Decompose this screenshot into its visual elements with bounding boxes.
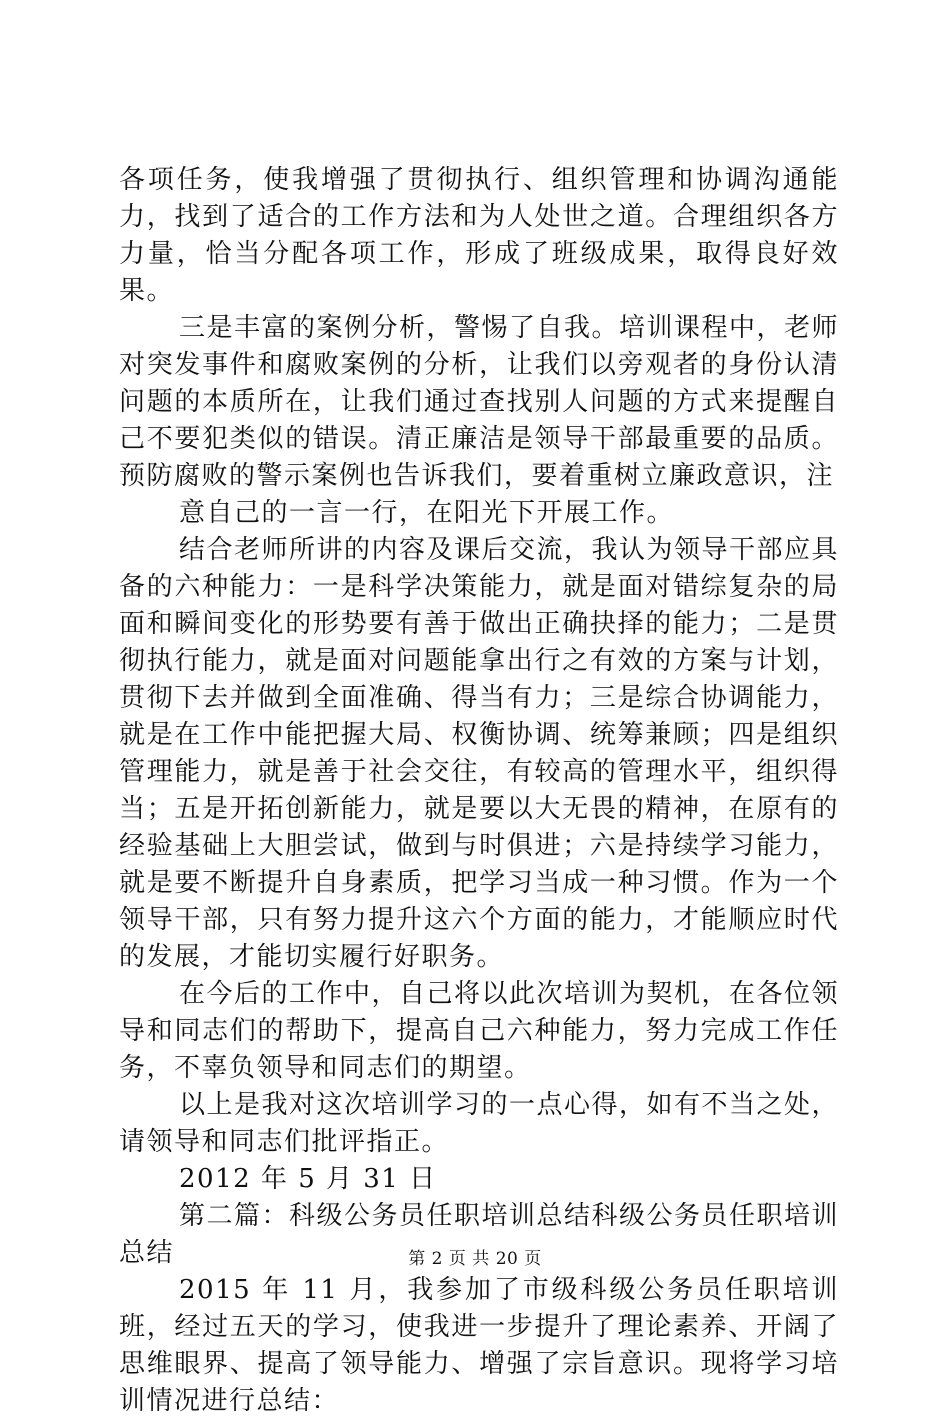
paragraph-case-analysis: 三是丰富的案例分析，警惕了自我。培训课程中，老师对突发事件和腐败案例的分析，让我们以旁观者的身份认清问题的本质所在，让我们通过查找别人问题的方式来提醒自己不要犯类似的错误。清正廉洁是领导干部最重要的品质。预防腐败的警示案例也告诉我们，要着重树立廉政意识，注 [119, 313, 840, 491]
paragraph-conduct: 意自己的一言一行，在阳光下开展工作。 [179, 498, 675, 528]
paragraph-closing: 以上是我对这次培训学习的一点心得，如有不当之处，请领导和同志们批评指正。 [119, 1090, 840, 1157]
document-body [119, 162, 839, 1420]
page-number-footer: 第 2 页 共 20 页 [408, 1249, 542, 1269]
paragraph-task-continuation: 各项任务，使我增强了贯彻执行、组织管理和协调沟通能力，找到了适合的工作方法和为人处世之道。合理组织各方力量，恰当分配各项工作，形成了班级成果，取得良好效果。 [119, 165, 839, 306]
section-heading-part-two: 第二篇：科级公务员任职培训总结科级公务员任职培训总结 [119, 1201, 840, 1268]
document-date: 2012 年 5 月 31 日 [179, 1164, 437, 1194]
paragraph-future-work: 在今后的工作中，自己将以此次培训为契机，在各位领导和同志们的帮助下，提高自己六种能力，努力完成工作任务，不辜负领导和同志们的期望。 [119, 979, 840, 1083]
paragraph-part-two-intro: 2015 年 11 月，我参加了市级科级公务员任职培训班，经过五天的学习，使我进一步提升了理论素养、开阔了思维眼界、提高了领导能力、增强了宗旨意识。现将学习培训情况进行总结： [119, 1275, 839, 1416]
paragraph-six-abilities: 结合老师所讲的内容及课后交流，我认为领导干部应具备的六种能力：一是科学决策能力，就是面对错综复杂的局面和瞬间变化的形势要有善于做出正确抉择的能力；二是贯彻执行能力，就是面对问题能拿出行之有效的方案与计划，贯彻下去并做到全面准确、得当有力；三是综合协调能力，就是在工作中能把握大局、权衡协调、统筹兼顾；四是组织管理能力，就是善于社会交往，有较高的管理水平，组织得当；五是开拓创新能力，就是要以大无畏的精神，在原有的经验基础上大胆尝试，做到与时俱进；六是持续学习能力，就是要不断提升自身素质，把学习当成一种习惯。作为一个领导干部，只有努力提升这六个方面的能力，才能顺应时代的发展，才能切实履行好职务。 [119, 535, 840, 972]
